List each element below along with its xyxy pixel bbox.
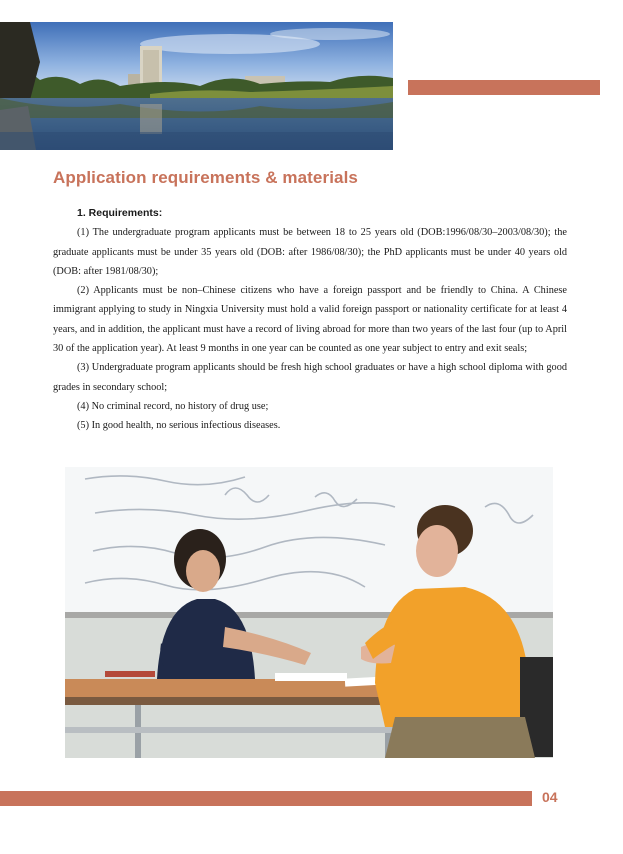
- requirement-item-2: (2) Applicants must be non–Chinese citizens who have a foreign passport and be friendly to China. A Chinese immigrant applying to study in Ningxia University must hold a valid foreign passport or nationality certificate for at least 4 years, and in addition, the applicant must have a record of living abroad for more than two years of the last four (up to April 30 of the application year). At least 9 months in one year can be counted as one year subject to entry and exit seals;: [53, 285, 567, 355]
- section-title: Application requirements & materials: [53, 168, 358, 187]
- campus-lake-photo: [0, 22, 393, 150]
- accent-bar-bottom: [0, 791, 532, 806]
- requirement-item-3: (3) Undergraduate program applicants should be fresh high school graduates or have a high school diploma with good grades in secondary school;: [53, 362, 567, 393]
- requirement-item-1: (1) The undergraduate program applicants must be between 18 to 25 years old (DOB:1996/08/30–2003/08/30); the graduate applicants must be under 35 years old (DOB: after 1986/08/30); the PhD applicants must be under 40 years old (DOB: after 1981/08/30);: [53, 227, 567, 277]
- requirement-item-4: (4) No criminal record, no history of drug use;: [77, 400, 269, 412]
- requirement-item-5: (5) In good health, no serious infectious diseases.: [77, 420, 281, 432]
- classroom-photo: [65, 467, 553, 758]
- page-number: 04: [542, 789, 558, 805]
- requirements-heading: 1. Requirements:: [77, 207, 163, 219]
- requirements-section: [53, 204, 567, 436]
- accent-bar-top: [408, 80, 600, 95]
